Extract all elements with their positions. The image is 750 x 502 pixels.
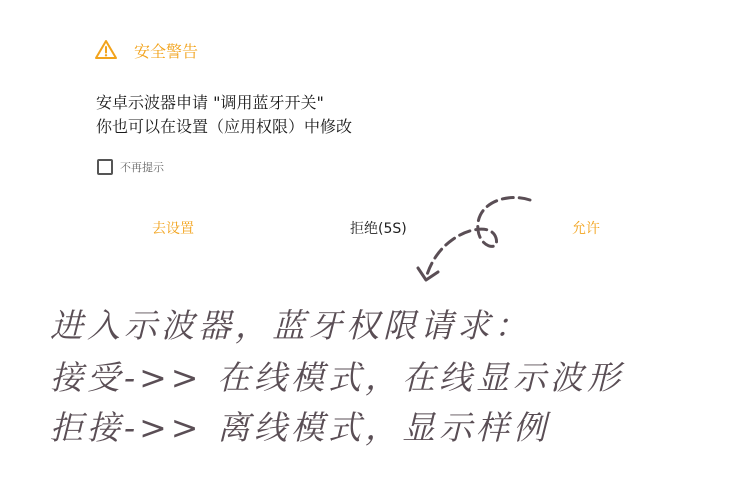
go-to-settings-button[interactable]: 去设置 [152, 218, 194, 238]
deny-button[interactable]: 拒绝(5S) [350, 218, 407, 238]
dialog-message-line2: 你也可以在设置（应用权限）中修改 [96, 117, 353, 136]
dont-show-again-row[interactable] [97, 159, 164, 175]
dont-show-again-checkbox[interactable] [97, 159, 113, 175]
dialog-title-row [94, 38, 198, 62]
dialog-message-line1: 安卓示波器申请 "调用蓝牙开关" [96, 93, 324, 112]
curved-arrow-icon [410, 186, 550, 296]
annotation-line2: 接受->> 在线模式，在线显示波形 [50, 358, 624, 397]
warning-icon [94, 38, 118, 62]
annotation-line3: 拒接->> 离线模式，显示样例 [50, 408, 550, 447]
allow-button[interactable]: 允许 [572, 218, 600, 238]
dialog-title: 安全警告 [134, 41, 199, 61]
annotation-line1: 进入示波器，蓝牙权限请求： [50, 306, 531, 345]
dont-show-again-label: 不再提示 [120, 161, 164, 174]
